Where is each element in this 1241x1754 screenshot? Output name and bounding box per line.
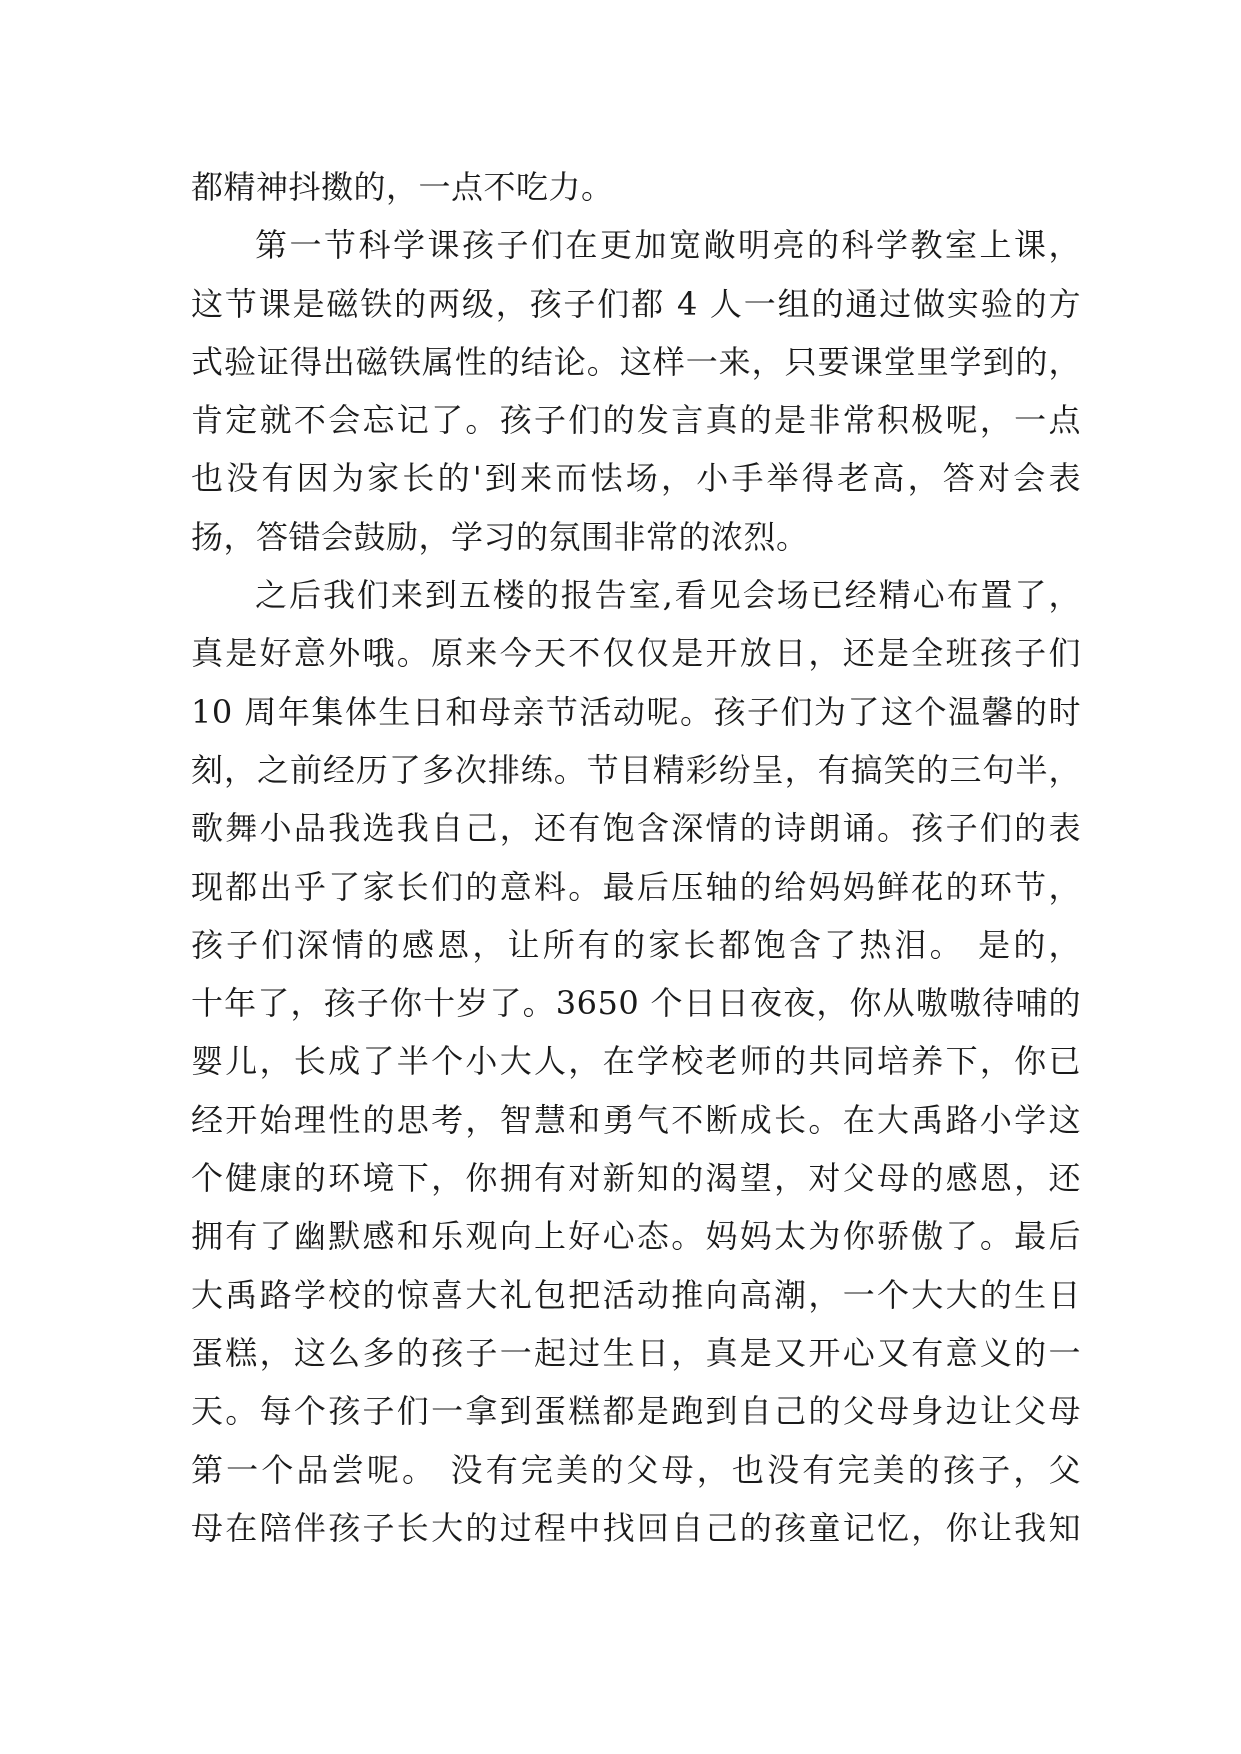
text-line: 刻，之前经历了多次排练。节目精彩纷呈，有搞笑的三句半， — [191, 750, 1081, 789]
text-line: 蛋糕，这么多的孩子一起过生日，真是又开心又有意义的一 — [191, 1333, 1081, 1372]
text-line: 天。每个孩子们一拿到蛋糕都是跑到自己的父母身边让父母 — [191, 1392, 1081, 1431]
text-line: 这节课是磁铁的两级，孩子们都 4 人一组的通过做实验的方 — [191, 284, 1081, 323]
text-line: 10 周年集体生日和母亲节活动呢。孩子们为了这个温馨的时 — [191, 692, 1081, 731]
text-line: 歌舞小品我选我自己，还有饱含深情的诗朗诵。孩子们的表 — [191, 809, 1081, 848]
text-line: 也没有因为家长的'到来而怯场，小手举得老高，答对会表 — [191, 459, 1081, 498]
text-line: 婴儿，长成了半个小大人，在学校老师的共同培养下，你已 — [191, 1042, 1081, 1081]
text-line: 经开始理性的思考，智慧和勇气不断成长。在大禹路小学这 — [191, 1100, 1081, 1139]
text-line: 肯定就不会忘记了。孩子们的发言真的是非常积极呢，一点 — [191, 401, 1081, 440]
text-line: 现都出乎了家长们的意料。最后压轴的给妈妈鲜花的环节， — [191, 867, 1081, 906]
text-line: 母在陪伴孩子长大的过程中找回自己的孩童记忆，你让我知 — [191, 1508, 1081, 1547]
text-line: 大禹路学校的惊喜大礼包把活动推向高潮，一个大大的生日 — [191, 1275, 1081, 1314]
text-line: 孩子们深情的感恩，让所有的家长都饱含了热泪。 是的， — [191, 925, 1081, 964]
body-text — [191, 158, 1081, 1557]
text-line: 拥有了幽默感和乐观向上好心态。妈妈太为你骄傲了。最后 — [191, 1217, 1081, 1256]
text-line: 式验证得出磁铁属性的结论。这样一来，只要课堂里学到的， — [191, 342, 1081, 381]
text-line: 扬，答错会鼓励，学习的氛围非常的浓烈。 — [191, 517, 809, 556]
paragraph-start-line: 之后我们来到五楼的报告室,看见会场已经精心布置了， — [255, 576, 1081, 615]
text-line: 第一个品尝呢。 没有完美的父母，也没有完美的孩子，父 — [191, 1450, 1081, 1489]
paragraph-start-line: 第一节科学课孩子们在更加宽敞明亮的科学教室上课， — [255, 226, 1081, 265]
text-line: 真是好意外哦。原来今天不仅仅是开放日，还是全班孩子们 — [191, 634, 1081, 673]
text-line: 都精神抖擞的，一点不吃力。 — [191, 168, 614, 206]
text-line: 十年了，孩子你十岁了。3650 个日日夜夜，你从嗷嗷待哺的 — [191, 984, 1081, 1023]
text-line: 个健康的环境下，你拥有对新知的渴望，对父母的感恩，还 — [191, 1159, 1081, 1198]
